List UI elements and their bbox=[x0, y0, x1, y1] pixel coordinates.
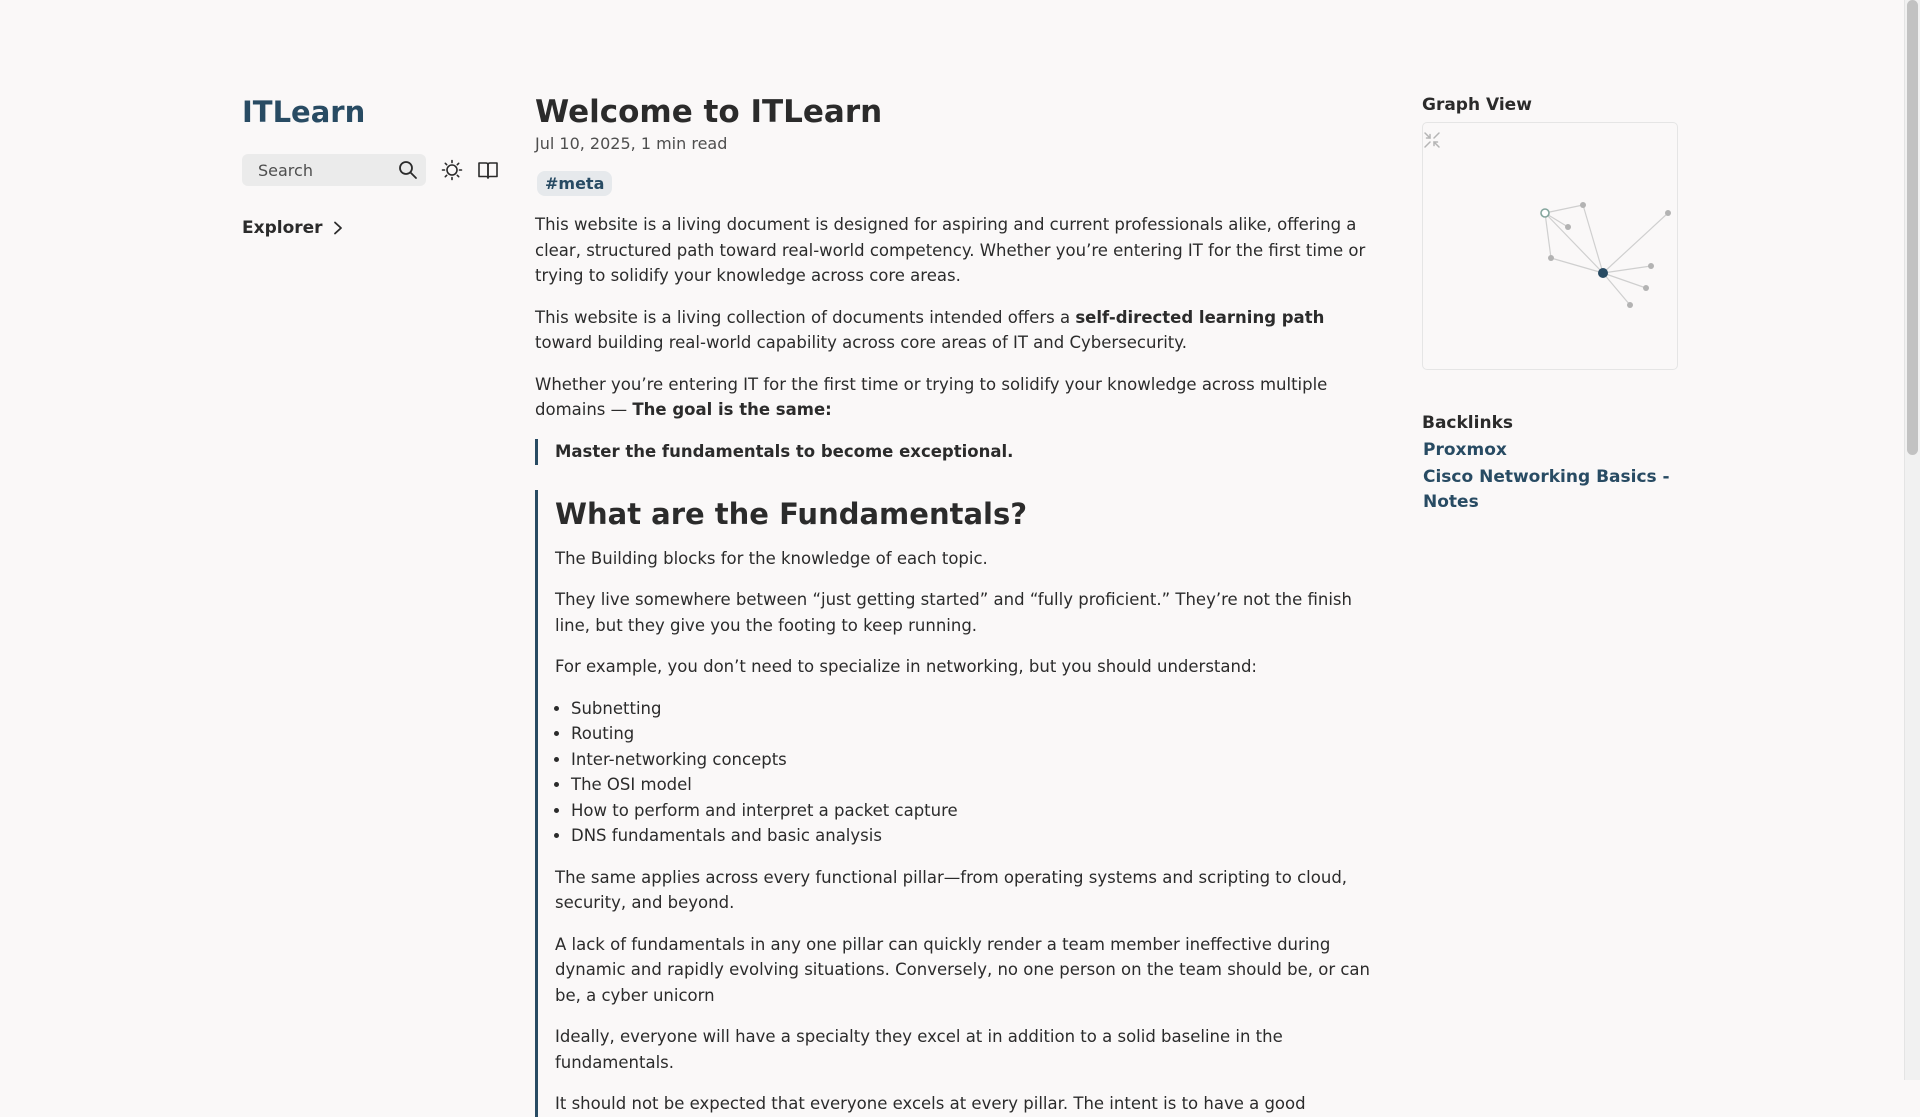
scrollbar-thumb[interactable] bbox=[1907, 0, 1918, 455]
graph-node[interactable] bbox=[1643, 285, 1649, 291]
section-paragraph-3: For example, you don’t need to specialize in networking, but you should understand: bbox=[555, 657, 1257, 676]
graph-heading: Graph View bbox=[1422, 95, 1532, 115]
sidebar-tools bbox=[242, 154, 510, 186]
intro-2-text-end: toward building real-world capability across core areas of IT and Cybersecurity. bbox=[535, 333, 1187, 352]
intro-paragraph-3 bbox=[535, 372, 1385, 423]
fundamentals-list bbox=[555, 696, 1385, 849]
chevron-right-icon bbox=[331, 221, 345, 235]
graph-canvas[interactable] bbox=[1423, 123, 1679, 371]
reader-mode-button[interactable] bbox=[476, 158, 500, 182]
graph-node[interactable] bbox=[1565, 224, 1571, 230]
read-time: 1 min read bbox=[640, 134, 728, 153]
search-button[interactable] bbox=[242, 154, 426, 186]
section-paragraph-4: The same applies across every functional pillar—from operating systems and scripting to cloud, security, and beyond. bbox=[555, 867, 1348, 912]
section-paragraph-1: The Building blocks for the knowledge of each topic. bbox=[555, 548, 988, 568]
fundamentals-section bbox=[535, 490, 1385, 1117]
list-item: • Routing bbox=[571, 721, 1385, 747]
tag-meta[interactable]: #meta bbox=[537, 171, 612, 196]
section-paragraph-7: It should not be expected that everyone excels at every pillar. The intent is to have a good bbox=[555, 1094, 1306, 1113]
explorer-toggle[interactable] bbox=[242, 218, 510, 238]
graph-node[interactable] bbox=[1541, 209, 1549, 217]
section-heading: What are the Fundamentals? bbox=[555, 496, 1028, 531]
graph-node[interactable] bbox=[1665, 210, 1671, 216]
backlink-cisco-networking-basics[interactable]: Cisco Networking Basics - Notes bbox=[1423, 466, 1670, 512]
theme-toggle-button[interactable] bbox=[440, 158, 464, 182]
blockquote: Master the fundamentals to become exceptional. bbox=[535, 439, 1385, 465]
search-placeholder: Search bbox=[258, 160, 313, 180]
graph-view[interactable] bbox=[1422, 122, 1678, 370]
graph-node[interactable] bbox=[1548, 255, 1554, 261]
intro-3-text: Whether you’re entering IT for the first time or trying to solidify your knowledge across multiple domains — bbox=[535, 374, 1328, 419]
section-paragraph-2: They live somewhere between “just getting started” and “fully proficient.” They’re not the finish line, but they give you the footing to keep running. bbox=[555, 590, 1352, 635]
page-scrollbar[interactable] bbox=[1904, 0, 1920, 1080]
book-icon bbox=[477, 159, 499, 181]
intro-paragraph-1: This website is a living document is designed for aspiring and current professionals alike, offering a clear, structured path toward real-world competency. Whether you’re entering IT for the first time or trying to solidify your knowledge across core areas. bbox=[535, 215, 1366, 285]
graph-node[interactable] bbox=[1580, 202, 1586, 208]
intro-2-text: This website is a living collection of documents intended offers a bbox=[535, 307, 1076, 327]
list-item: • How to perform and interpret a packet capture bbox=[571, 798, 1385, 824]
graph-node[interactable] bbox=[1627, 302, 1633, 308]
backlink-proxmox[interactable]: Proxmox bbox=[1423, 440, 1507, 460]
section-paragraph-5: A lack of fundamentals in any one pillar can quickly render a team member ineffective during dynamic and rapidly evolving situations. Conversely, no one person on the team should be, or can be, a cyber unicorn bbox=[555, 934, 1370, 1005]
site-title[interactable]: ITLearn bbox=[242, 95, 366, 129]
list-item: • DNS fundamentals and basic analysis bbox=[571, 823, 1385, 849]
page-meta bbox=[535, 134, 1385, 153]
graph-node[interactable] bbox=[1648, 263, 1654, 269]
left-sidebar bbox=[242, 92, 510, 238]
section-paragraph-6: Ideally, everyone will have a specialty they excel at in addition to a solid baseline in the fundamentals. bbox=[555, 1027, 1283, 1072]
intro-paragraph-2 bbox=[535, 305, 1385, 356]
graph-node-current[interactable] bbox=[1598, 268, 1608, 278]
search-icon bbox=[398, 160, 418, 180]
article bbox=[535, 92, 1385, 1117]
intro-2-bold: self-directed learning path bbox=[1075, 307, 1325, 327]
backlinks-heading: Backlinks bbox=[1422, 413, 1513, 433]
page-date: Jul 10, 2025, bbox=[535, 134, 636, 153]
list-item: • Inter-networking concepts bbox=[571, 747, 1385, 773]
expand-graph-icon[interactable] bbox=[1423, 131, 1441, 149]
sun-icon bbox=[441, 159, 463, 181]
explorer-label: Explorer bbox=[242, 218, 323, 238]
page-title: Welcome to ITLearn bbox=[535, 94, 883, 130]
list-item: • Subnetting bbox=[571, 696, 1385, 722]
list-item: • The OSI model bbox=[571, 772, 1385, 798]
backlinks bbox=[1422, 410, 1680, 516]
right-sidebar bbox=[1422, 92, 1680, 516]
intro-3-bold: The goal is the same: bbox=[632, 400, 832, 419]
